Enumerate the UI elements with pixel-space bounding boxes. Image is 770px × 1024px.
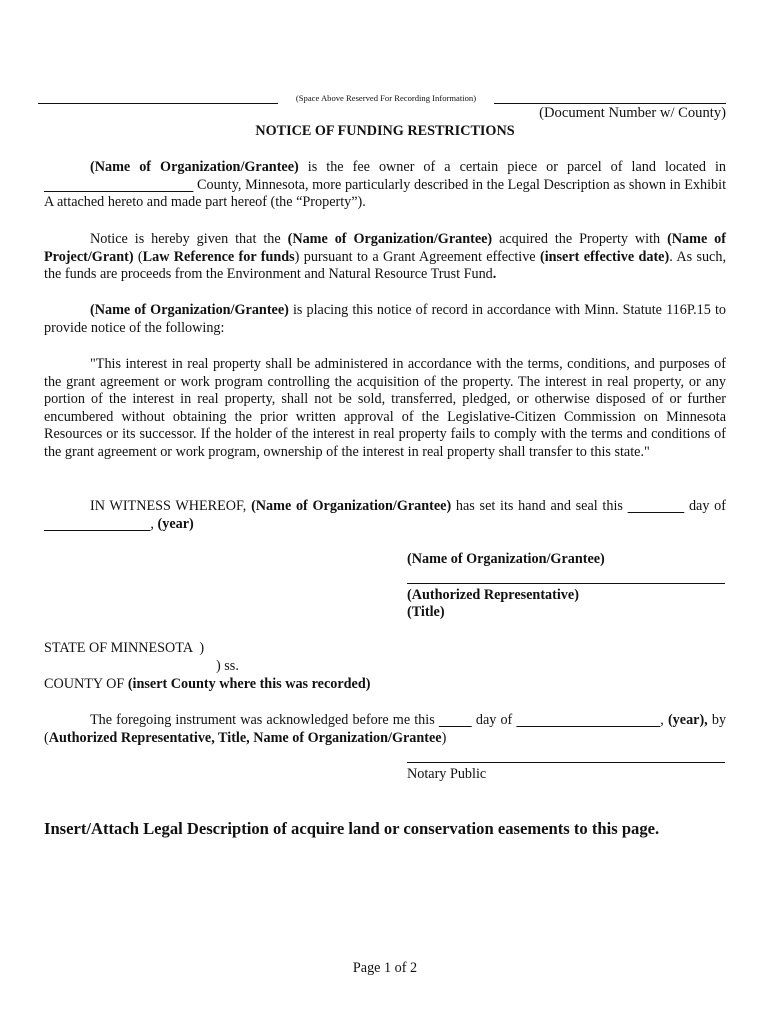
ack-year: (year), [667,712,708,728]
day-blank [628,498,685,514]
page-title: NOTICE OF FUNDING RESTRICTIONS [255,123,515,139]
document-number-label: (Document Number w/ County) [539,105,726,121]
notary-line [407,762,725,763]
notary-label: Notary Public [407,766,487,782]
project-placeholder: (Name of Project/Grant) [44,231,726,265]
ack-representative: Authorized Representative, Title, Name of Organization/Grantee [48,729,442,746]
org-name-placeholder: (Name of Organization/Grantee) [90,159,299,175]
attach-legal-description-note: Insert/Attach Legal Description of acquire land or conservation easements to this page. [44,819,660,838]
statute-paragraph: (Name of Organization/Grantee) is placing this notice of record in accordance with Minn. Statute 116P.15 to provide notice of the following: [44,302,726,336]
restriction-quote: "This interest in real property shall be administered in accordance with the terms, conditions, and purposes of the grant agreement or work program controlling the acquisition of the property. The interest in real property, or any portion of the interest in real property, shall not be sold, transferred, pledged, or otherwise disposed of or further encumbered without obtaining the prior written approval of the Legislative-Citizen Commission on Minnesota Resources or its successor. If the holder of the interest in real property fails to comply with the terms and conditions of the grant agreement or work program, ownership of the interest in real property shall transfer to this state." [44,356,726,460]
signature-title: (Title) [407,604,445,620]
venue-county: COUNTY OF (insert County where this was recorded) [44,676,371,692]
venue-state: STATE OF MINNESOTA ) [44,640,205,656]
law-reference-placeholder: Law Reference for funds [142,248,295,265]
ack-day-blank [439,712,472,728]
page-number: Page 1 of 2 [352,960,418,976]
acknowledgment-paragraph: The foregoing instrument was acknowledged before me this day of , (year), by (Authorized Representative, Title, Name of Organization/Grantee) [44,712,727,746]
funding-notice-paragraph: Notice is hereby given that the (Name of Organization/Grantee) acquired the Property with (Name of Project/Grant) (Law Reference for funds) pursuant to a Grant Agreement effective (insert effective date). As such, the funds are proceeds from the Environment and Natural Resource Trust Fund. [44,231,726,283]
county-instruction: (insert County where this was recorded) [127,676,371,692]
ownership-paragraph: (Name of Organization/Grantee) is the fee owner of a certain piece or parcel of land located in County, Minnesota, more particularly described in the Legal Description as shown in Exhibit A attached hereto and made part hereof (the “Property”). [44,159,727,211]
signature-rep: (Authorized Representative) [407,587,579,603]
year-placeholder: (year) [157,515,194,532]
witness-paragraph: IN WITNESS WHEREOF, (Name of Organization/Grantee) has set its hand and seal this day of , (year) [44,498,726,533]
venue-ss: ) ss. [216,658,239,674]
reserved-space-label: (Space Above Reserved For Recording Information) [295,93,477,103]
month-blank [44,516,150,532]
signature-org: (Name of Organization/Grantee) [407,551,605,567]
signature-line [407,583,725,584]
county-blank [44,177,193,193]
ack-month-blank [516,712,660,728]
effective-date-placeholder: (insert effective date) [539,248,670,265]
